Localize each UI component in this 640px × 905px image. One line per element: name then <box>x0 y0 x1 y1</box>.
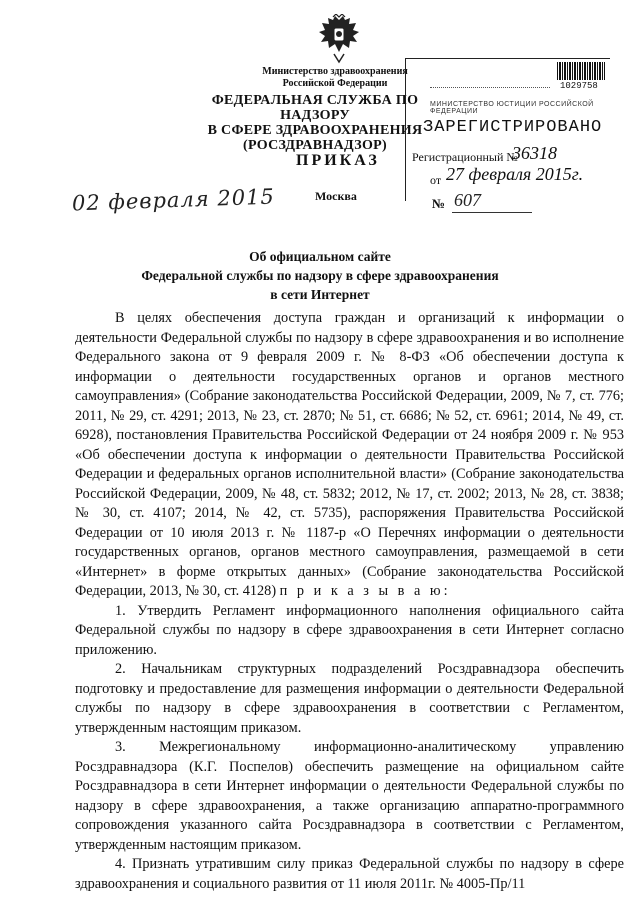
ministry-name <box>250 66 420 90</box>
city: Москва <box>315 189 357 203</box>
agency-name <box>200 93 430 153</box>
order-number-underline <box>452 212 532 213</box>
ministry-line-2: Российской Федерации <box>282 78 388 89</box>
stamp-reg-label: Регистрационный № <box>412 150 518 164</box>
document-title-line-3: в сети Интернет <box>270 287 370 302</box>
stamp-reg-number: 36318 <box>512 143 557 163</box>
stamp-reg-date: 27 февраля 2015г. <box>446 164 584 184</box>
preamble-text: В целях обеспечения доступа граждан и организаций к информации о деятельности Федеральной службы по надзору в сфере здравоохранения и во исполнение Федерального закона от 9 февраля 2009 г. № 8-ФЗ «Об обеспечении доступа к информации о деятельности государственных органов и органов местного самоуправления» (Собрание законодательства Российской Федерации, 2009, № 7, ст. 776; 2011, № 29, ст. 4291; 2013, № 23, ст. 2870; № 51, ст. 6686; № 52, ст. 6961; 2014, № 49, ст. 6928), постановления Правительства Российской Федерации от 24 ноября 2009 г. № 953 «Об обеспечении доступа к информации о деятельности Правительства Российской Федерации и федеральных органов исполнительной власти» (Собрание законодательства Российской Федерации, 2009, № 48, ст. 5832; 2012, № 17, ст. 2002; 2013, № 28, ст. 3838; № 30, ст. 4107; 2014, № 42, ст. 5735), распоряжения Правительства Российской Федерации от 10 июля 2013 г. № 1187-р «О Перечнях информации о деятельности государственных органов, органов местного самоуправления, размещаемой в сети «Интернет» в форме открытых данных» (Собрание законодательства Российской Федерации, 2013, № 30, ст. 4128) <box>75 310 624 599</box>
order-item: 2. Начальникам структурных подразделений Росздравнадзора обеспечить подготовку и предоставление для размещения информации о деятельности Федеральной службы по надзору в сфере здравоохранения в соответствии с Регламентом, утвержденным настоящим приказом. <box>75 661 624 736</box>
agency-line-1: ФЕДЕРАЛЬНАЯ СЛУЖБА ПО НАДЗОРУ <box>211 93 419 123</box>
preamble-paragraph <box>75 309 624 602</box>
stamp-ministry-line: МИНИСТЕРСТВО ЮСТИЦИИ РОССИЙСКОЙ ФЕДЕРАЦИИ <box>430 101 594 115</box>
stamp-registered: ЗАРЕГИСТРИРОВАНО <box>423 118 603 137</box>
order-title: ПРИКАЗ <box>296 152 380 169</box>
document-title-line-1: Об официальном сайте <box>249 249 391 264</box>
agency-line-2: В СФЕРЕ ЗДРАВООХРАНЕНИЯ <box>207 123 423 138</box>
order-item: 1. Утвердить Регламент информационного наполнения официального сайта Федеральной службы по надзору в сфере здравоохранения в сети Интернет согласно приложению. <box>75 602 624 658</box>
order-item: 3. Межрегиональному информационно-аналитическому управлению Росздравнадзора (К.Г. Поспелов) обеспечить размещение на официальном сайте Росздравнадзора в сети Интернет информации о деятельности Федеральной службы по надзору в сфере здравоохранения, а также организацию аппаратно-программного сопровождения указанного сайта Росздравнадзора в соответствии с Регламентом, утвержденным настоящим приказом. <box>75 739 624 853</box>
stamp-dotted-line <box>430 87 550 98</box>
stamp-from-label: от <box>430 173 442 187</box>
coat-of-arms-icon <box>316 14 362 64</box>
barcode-icon <box>557 62 605 80</box>
order-date-handwritten: 02 февраля 2015 <box>71 184 276 216</box>
order-item: 4. Признать утратившим силу приказ Федеральной службы по надзору в сфере здравоохранения и социального развития от 11 июля 2011г. № 4005-Пр/11 <box>75 856 624 892</box>
order-number-handwritten: 607 <box>454 190 481 210</box>
document-title <box>110 247 530 304</box>
ministry-line-1: Министерство здравоохранения <box>262 66 408 77</box>
agency-line-3: (РОСЗДРАВНАДЗОР) <box>243 138 387 153</box>
order-number-sign: № <box>432 196 446 211</box>
order-word: п р и к а з ы в а ю: <box>279 583 451 599</box>
document-title-line-2: Федеральной службы по надзору в сфере здравоохранения <box>141 268 499 283</box>
stamp-code: 1029758 <box>560 81 598 91</box>
document-body <box>75 309 624 894</box>
